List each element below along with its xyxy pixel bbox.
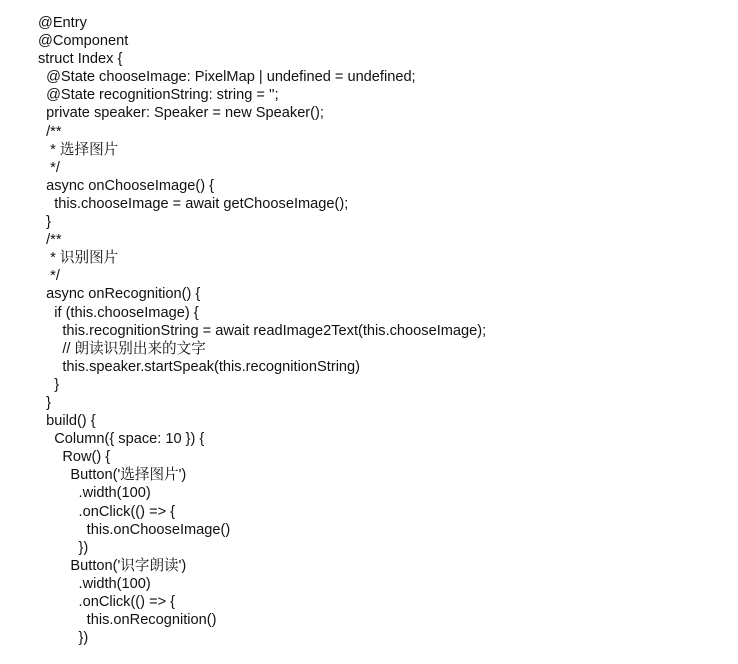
code-line: // 朗读识别出来的文字 [38, 340, 206, 357]
code-line: }) [38, 630, 89, 647]
code-line: async onChooseImage() { [38, 177, 215, 194]
code-line: async onRecognition() { [38, 286, 201, 303]
code-line: /** [38, 232, 62, 249]
code-line: .width(100) [38, 485, 151, 502]
code-line: struct Index { [38, 51, 123, 68]
code-line: @State recognitionString: string = ''; [38, 87, 279, 104]
code-line: .onClick(() => { [38, 503, 176, 520]
code-line: } [38, 376, 60, 393]
code-line: if (this.chooseImage) { [38, 304, 199, 321]
code-line: .onClick(() => { [38, 594, 176, 610]
code-line: .width(100) [38, 575, 151, 592]
code-line: * 选择图片 [38, 141, 119, 158]
code-line: Button('识字朗读') [38, 557, 187, 574]
code-line: build() { [38, 413, 96, 430]
code-line: } [38, 394, 51, 411]
code-view [38, 14, 728, 647]
code-line: Button('选择图片') [38, 467, 187, 484]
code-line: this.speaker.startSpeak(this.recognitionString) [38, 358, 361, 375]
code-line: */ [38, 159, 60, 176]
code-line: this.recognitionString = await readImage2Text(this.chooseImage); [38, 322, 487, 339]
code-line: this.chooseImage = await getChooseImage(); [38, 195, 349, 212]
code-line: /** [38, 123, 62, 140]
code-line: @Entry [38, 15, 87, 31]
code-line: * 识别图片 [38, 250, 119, 267]
code-line: @Component [38, 33, 129, 50]
code-line: } [38, 214, 51, 231]
code-line: Column({ space: 10 }) { [38, 431, 205, 448]
code-line: Row() { [38, 449, 111, 466]
code-line: }) [38, 539, 89, 556]
code-line: this.onChooseImage() [38, 521, 231, 538]
code-line: private speaker: Speaker = new Speaker(); [38, 105, 324, 122]
code-line: @State chooseImage: PixelMap | undefined = undefined; [38, 69, 416, 86]
code-line: this.onRecognition() [38, 612, 217, 629]
code-line: */ [38, 268, 60, 285]
